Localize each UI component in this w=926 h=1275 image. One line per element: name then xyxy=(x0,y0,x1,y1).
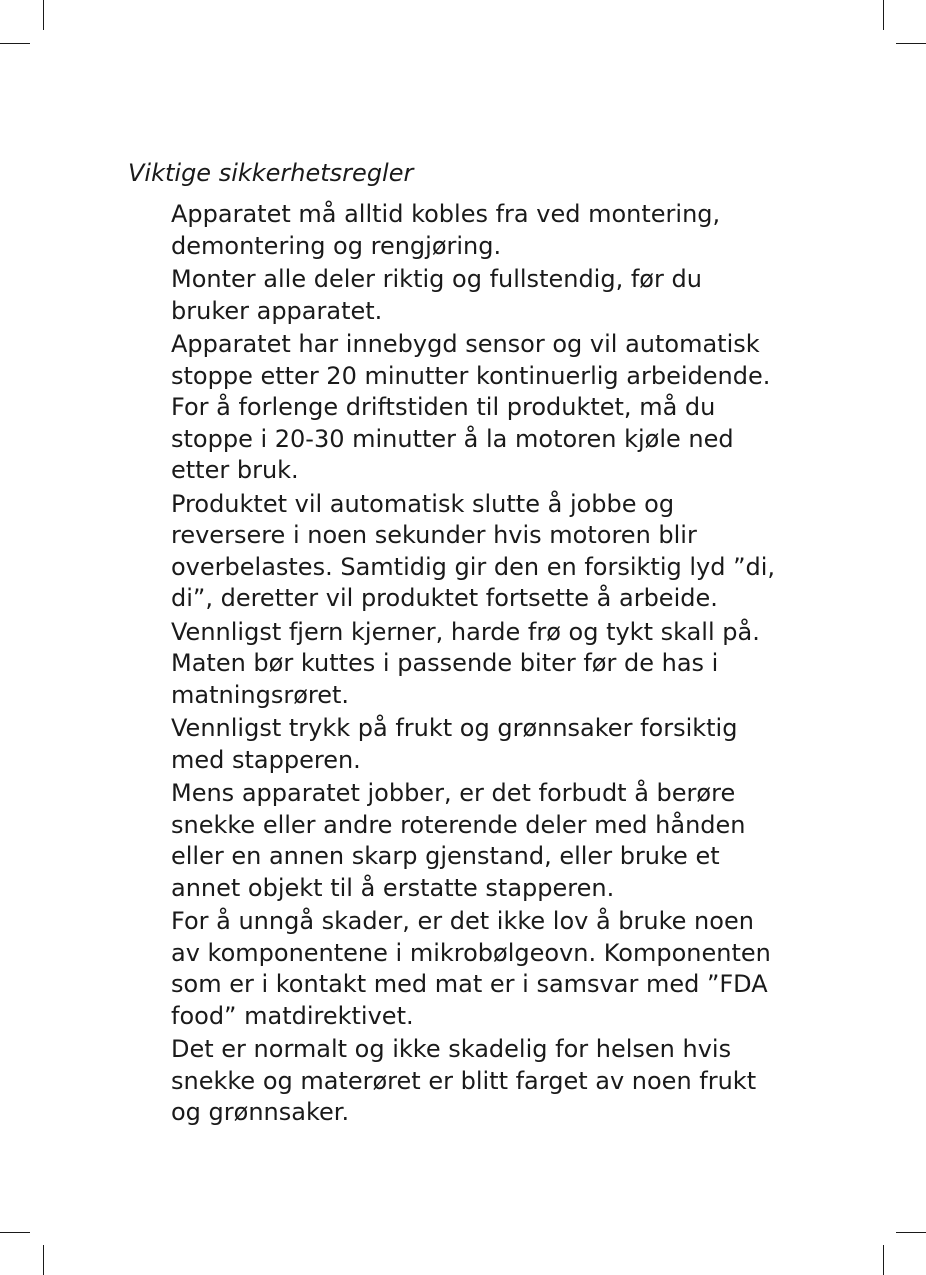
rule-line: Mens apparatet jobber, er det forbudt å berøre xyxy=(171,779,736,807)
rule-line: snekke og materøret er blitt farget av noen frukt xyxy=(171,1066,757,1095)
rule-line: med stapperen. xyxy=(171,745,361,774)
crop-mark-top-right-v xyxy=(883,0,884,30)
rule-line: demontering og rengjøring. xyxy=(171,231,502,260)
rule-line: stoppe etter 20 minutter kontinuerlig arbeidende. xyxy=(171,361,771,390)
safety-rules-list xyxy=(171,199,811,1131)
rule-line: eller en annen skarp gjenstand, eller bruke et xyxy=(171,842,720,870)
rule-line: For å forlenge driftstiden til produktet, må du xyxy=(171,393,716,421)
safety-rule-9 xyxy=(171,1034,811,1129)
crop-mark-bottom-right-v xyxy=(883,1245,884,1275)
rule-line: Produktet vil automatisk slutte å jobbe og xyxy=(171,489,675,518)
crop-mark-bottom-left-h xyxy=(0,1232,30,1233)
rule-line: annet objekt til å erstatte stapperen. xyxy=(171,873,615,902)
safety-rule-2 xyxy=(171,264,811,327)
crop-mark-top-left-h xyxy=(0,43,30,44)
rule-line: Det er normalt og ikke skadelig for helsen hvis xyxy=(171,1035,732,1063)
rule-line: Vennligst trykk på frukt og grønnsaker forsiktig xyxy=(171,714,738,742)
rule-line: Apparatet har innebygd sensor og vil automatisk xyxy=(171,330,760,358)
rule-line: matningsrøret. xyxy=(171,680,350,709)
safety-rule-7 xyxy=(171,778,811,904)
safety-rule-1 xyxy=(171,199,811,262)
rule-line: stoppe i 20-30 minutter å la motoren kjøle ned xyxy=(171,424,734,453)
rule-line: For å unngå skader, er det ikke lov å bruke noen xyxy=(171,907,754,935)
rule-line: av komponentene i mikrobølgeovn. Komponenten xyxy=(171,938,771,967)
crop-mark-bottom-right-h xyxy=(896,1232,926,1233)
rule-line: di”, deretter vil produktet fortsette å arbeide. xyxy=(171,584,718,612)
rule-line: etter bruk. xyxy=(171,456,299,484)
safety-rule-8 xyxy=(171,906,811,1032)
rule-line: Maten bør kuttes i passende biter før de has i xyxy=(171,649,719,677)
crop-mark-top-left-v xyxy=(43,0,44,30)
rule-line: som er i kontakt med mat er i samsvar med ”FDA xyxy=(171,970,768,998)
rule-line: reversere i noen sekunder hvis motoren blir xyxy=(171,521,697,549)
safety-rule-3 xyxy=(171,329,811,487)
rule-line: Vennligst fjern kjerner, harde frø og tykt skall på. xyxy=(171,617,760,646)
page-title: Viktige sikkerhetsregler xyxy=(128,159,414,187)
rule-line: bruker apparatet. xyxy=(171,296,383,325)
rule-line: Monter alle deler riktig og fullstendig, før du xyxy=(171,265,702,293)
safety-rule-5 xyxy=(171,617,811,712)
crop-mark-bottom-left-v xyxy=(43,1245,44,1275)
crop-mark-top-right-h xyxy=(896,43,926,44)
rule-line: Apparatet må alltid kobles fra ved montering, xyxy=(171,200,721,228)
rule-line: food” matdirektivet. xyxy=(171,1001,414,1030)
rule-line: overbelastes. Samtidig gir den en forsiktig lyd ”di, xyxy=(171,552,776,581)
safety-rule-6 xyxy=(171,713,811,776)
safety-rule-4 xyxy=(171,489,811,615)
rule-line: og grønnsaker. xyxy=(171,1098,350,1126)
rule-line: snekke eller andre roterende deler med hånden xyxy=(171,810,746,839)
